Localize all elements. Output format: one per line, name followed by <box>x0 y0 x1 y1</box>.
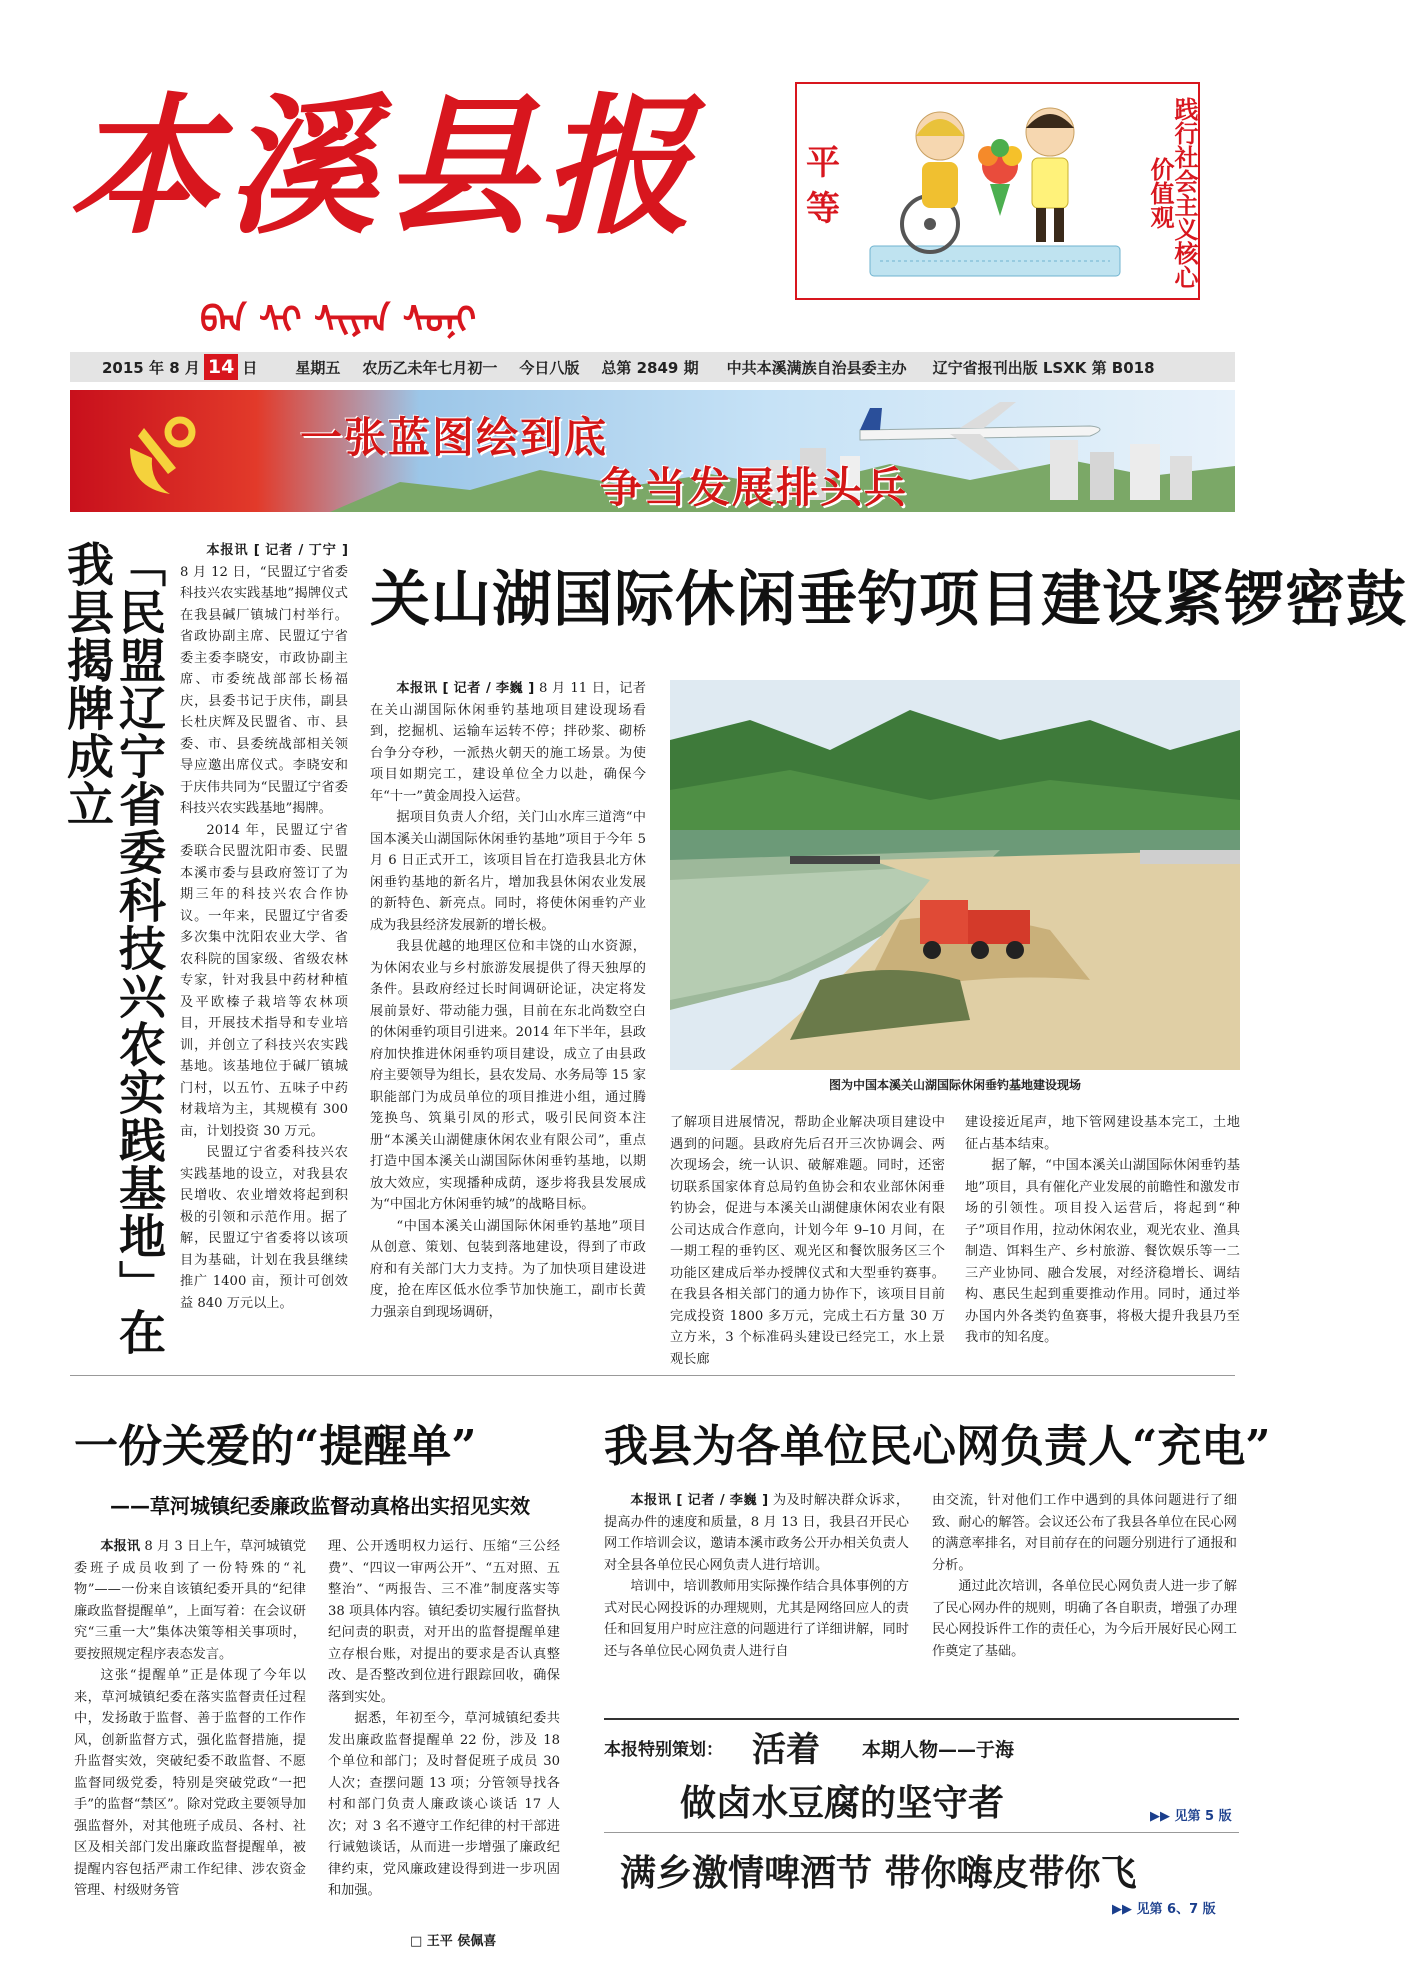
date-year-month: 2015 年 8 月 <box>102 358 200 377</box>
article-bottom-right-paragraph: 为及时解决群众诉求，提高办件的速度和质量，8 月 13 日，我县召开民心网工作培训会议，邀请本溪市政务公开办相关负责人对全县各单位民心网负责人进行培训。 <box>604 1493 909 1573</box>
article-bottom-left-paragraph: 理、公开透明权力运行、压缩“三公经费”、“四议一审两公开”、“五对照、五整治”、“两报告、三不准”制度落实等 38 项具体内容。镇纪委切实履行监督执纪问责的职责，对开出的监督提醒单建立存根台账，对提出的要求是否认真整改、是否整改到位进行跟踪回收，确保落到实处。 <box>328 1539 560 1705</box>
article-main-headline: 关山湖国际休闲垂钓项目建设紧锣密鼓 <box>370 565 1407 635</box>
article-left-paragraph: 民盟辽宁省委科技兴农实践基地的设立，对我县农民增收、农业增效将起到积极的引领和示范作用。据了解，民盟辽宁省委将以该项目为基础，计划在我县继续推广 1400 亩，预计可创效益 840 万元以上。 <box>180 1145 348 1311</box>
article-bottom-left-paragraph: 这张“提醒单”正是体现了今年以来，草河城镇纪委在落实监督责任过程中，发扬敢于监督、善于监督的工作作风，创新监督方式，强化监督措施，提升监督实效，突破纪委不敢监督、不愿监督同级党委，特别是突破党政“一把手”的监督“禁区”。除对党政主要领导加强监督外，对其他班子成员、各村、社区及相关部门发出廉政监督提醒单，被提醒内容包括严肃工作纪律、涉农资金管理、村级财务管 <box>74 1668 306 1898</box>
article-main-paragraph: “中国本溪关山湖国际休闲垂钓基地”项目从创意、策划、包装到落地建设，得到了市政府和有关部门大力支持。为了加快项目建设进度，抢在库区低水位季节加快施工，副市长黄力强亲自到现场调研， <box>370 1218 646 1320</box>
article-main-paragraph: 8 月 11 日，记者在关山湖国际休闲垂钓基地项目建设现场看到，挖掘机、运输车运转不停；拌砂浆、砌桥台争分夺秒，一派热火朝天的施工场景。为使项目如期完工，建设单位全力以赴，确保今年“十一”黄金周投入运营。 <box>370 681 646 804</box>
promo-see-page-5: ▶▶ 见第 5 版 <box>1150 1809 1232 1824</box>
promo-story-2: 满乡激情啤酒节 带你嗨皮带你飞 <box>620 1852 1137 1894</box>
masthead-mongolian-script: ᠪᠡᠨ ᠰᠢ ᠰᠢᠶᠠᠨ ᠰᠣᠨᠢ <box>200 299 477 341</box>
promo-mid-rule <box>604 1832 1239 1833</box>
sponsor: 中共本溪满族自治县委主办 <box>726 358 907 377</box>
article-left-lead-tag: 本报讯 [ 记者 / 丁宁 ] <box>206 543 348 558</box>
article-bottom-left-paragraph: 8 月 3 日上午，草河城镇党委班子成员收到了一份特殊的“礼物”——一份来自该镇纪委开具的“纪律廉政监督提醒单”，上面写着：在会议研究“三重一大”集体决策等相关事项时，要按照规定程序表态发言。 <box>74 1539 306 1662</box>
lake-construction-illustration <box>670 680 1240 1070</box>
article-main-paragraph: 建设接近尾声，地下管网建设基本完工，土地征占基本结束。 <box>965 1115 1240 1152</box>
article-main-column-1 <box>370 678 646 1358</box>
article-left-paragraph: 2014 年，民盟辽宁省委联合民盟沈阳市委、民盟本溪市委与县政府签订了为期三年的科技兴农合作协议。一年来，民盟辽宁省委多次集中沈阳农业大学、省农科院的国家级、省级农林专家，针对我县中药材种植及平欧榛子栽培等农林项目，开展技术指导和专业培训，并创立了科技兴农实践基地。该基地位于碱厂镇城门村，以五竹、五味子中药材栽培为主，其规模有 300 亩，计划投资 30 万元。 <box>180 822 348 1139</box>
equality-illustration-icon <box>860 96 1130 292</box>
article-bottom-left-column-1 <box>74 1536 306 1956</box>
masthead-title: 本溪县报 <box>68 79 701 255</box>
article-left-body <box>180 540 348 1360</box>
article-main-paragraph: 我县优越的地理区位和丰饶的山水资源，为休闲农业与乡村旅游发展提供了得天独厚的条件。县政府经过长时间调研论证，决定将发展前景好、带动能力强，目前在东北尚数空白的休闲垂钓项目引进来。2014 年下半年，县政府加快推进休闲垂钓项目建设，成立了由县政府主要领导为组长，县农发局、水务局等 15 家职能部门为成员单位的项目推进小组，通过腾笼换鸟、筑巢引凤的形式，吸引民间资本注册“本溪关山湖健康休闲农业有限公司”，重点打造中国本溪关山湖国际休闲垂钓基地，以期放大效应，实现播种成荫，逐步将我县发展成为“中国北方休闲垂钓城”的战略目标。 <box>370 939 646 1212</box>
article-main-lead-tag: 本报讯 [ 记者 / 李巍 ] <box>396 681 535 696</box>
article-bottom-left-byline: □ 王平 侯佩喜 <box>410 1934 497 1949</box>
date-day-suffix: 日 <box>242 358 258 377</box>
article-bottom-left-lead-tag: 本报讯 <box>100 1539 141 1554</box>
section-divider <box>70 1375 1235 1376</box>
article-bottom-right-column-2 <box>932 1490 1237 1668</box>
article-bottom-right-paragraph: 培训中，培训教师用实际操作结合具体事例的方式对民心网投诉的办理规则，尤其是网络回应人的责任和回复用户时应注意的问题进行了详细讲解，同时还与各单位民心网负责人进行自 <box>604 1579 909 1659</box>
article-bottom-right-headline: 我县为各单位民心网负责人“充电” <box>604 1421 1271 1472</box>
article-bottom-right-lead-tag: 本报讯 [ 记者 / 李巍 ] <box>630 1493 769 1508</box>
construction-site-photo <box>670 680 1240 1070</box>
date-day: 14 <box>204 354 238 380</box>
promo-top-rule <box>604 1718 1239 1720</box>
page-count: 今日八版 <box>519 358 580 377</box>
banner-slogan-1: 一张蓝图绘到底 <box>300 413 609 462</box>
article-left-headline: 「民盟辽宁省委科技兴农实践基地」在我县揭牌成立 <box>59 540 166 1356</box>
promo-story-1: 做卤水豆腐的坚守者 <box>680 1782 1005 1824</box>
dateline-bar <box>70 352 1235 382</box>
article-main-column-2 <box>670 1112 945 1367</box>
slogan-equality: 平等 <box>806 143 840 229</box>
article-bottom-left-column-2 <box>328 1536 560 1932</box>
banner-slogan-2: 争当发展排头兵 <box>600 463 909 512</box>
article-bottom-left-headline: 一份关爱的“提醒单” <box>74 1421 477 1472</box>
article-bottom-left-subhead: ——草河城镇纪委廉政监督动真格出实招见实效 <box>110 1494 530 1518</box>
article-main-paragraph: 据项目负责人介绍，关门山水库三道湾“中国本溪关山湖国际休闲垂钓基地”项目于今年 5 月 6 日正式开工，该项目旨在打造我县北方休闲垂钓基地的新名片，增加我县休闲农业发展的新特色、新亮点。同时，将使休闲垂钓产业成为我县经济发展新的增长极。 <box>370 810 646 933</box>
issue-number: 总第 2849 期 <box>601 358 699 377</box>
article-main-paragraph: 据了解，“中国本溪关山湖国际休闲垂钓基地”项目，具有催化产业发展的前瞻性和激发市场的引领性。项目投入运营后，将起到“种子”项目作用，拉动休闲农业，观光农业、渔具制造、饵料生产、乡村旅游、餐饮娱乐等一二三产业协同、融合发展，对经济稳增长、调结构、惠民生起到重要推动作用。同时，通过举办国内外各类钓鱼赛事，将极大提升我县乃至我市的知名度。 <box>965 1158 1240 1345</box>
promo-see-page-6-7: ▶▶ 见第 6、7 版 <box>1112 1902 1216 1917</box>
article-bottom-right-paragraph: 由交流，针对他们工作中遇到的具体问题进行了细致、耐心的解答。会议还公布了我县各单位在民心网的满意率排名，对目前存在的问题分别进行了通报和分析。 <box>932 1493 1237 1573</box>
photo-caption: 图为中国本溪关山湖国际休闲垂钓基地建设现场 <box>828 1078 1081 1092</box>
article-main-paragraph: 了解项目进展情况，帮助企业解决项目建设中遇到的问题。县政府先后召开三次协调会、两次现场会，统一认识、破解难题。同时，还密切联系国家体育总局钓鱼协会和农业部休闲垂钓协会，促进与本溪关山湖健康休闲农业有限公司达成合作意向，计划今年 9–10 月间，在一期工程的垂钓区、观光区和餐饮服务区三个功能区建成后举办授牌仪式和大型垂钓赛事。在我县各相关部门的通力协作下，该项目目前完成投资 1800 多万元，完成土石方量 30 万立方米，3 个标准码头建设已经完工，水上景观长廊 <box>670 1115 945 1367</box>
article-main-column-3 <box>965 1112 1240 1362</box>
slogan-core-values: 践行社会主义核心价值观 <box>1146 97 1198 289</box>
article-bottom-left-paragraph: 据悉，年初至今，草河城镇纪委共发出廉政监督提醒单 22 份，涉及 18 个单位和部门；及时督促班子成员 30 人次；查摆问题 13 项；分管领导找各村和部门负责人廉政谈心谈话 17 人次；对 3 名不遵守工作纪律的村干部进行诫勉谈话，从而进一步增强了廉政纪律约束，党风廉政建设得到进一步巩固和加强。 <box>328 1711 560 1898</box>
date-lunar: 农历乙未年七月初一 <box>362 358 498 377</box>
promo-person: 本期人物——于海 <box>862 1739 1015 1761</box>
date-weekday: 星期五 <box>295 358 341 377</box>
license-number: 辽宁省报刊出版 LSXK 第 B018 <box>932 358 1155 377</box>
article-bottom-right-paragraph: 通过此次培训，各单位民心网负责人进一步了解了民心网办件的规则，明确了各自职责，增强了办理民心网投诉件工作的责任心，为今后开展好民心网工作奠定了基础。 <box>932 1579 1237 1659</box>
promo-label: 本报特别策划： <box>604 1740 723 1760</box>
article-left-paragraph: 8 月 12 日，“民盟辽宁省委科技兴农实践基地”揭牌仪式在我县碱厂镇城门村举行。省政协副主席、民盟辽宁省委主委李晓安，市政协副主席、市委统战部部长杨福庆，县委书记于庆伟，副县长杜庆辉及民盟省、市、县委、市、县委统战部相关领导应邀出席仪式。李晓安和于庆伟共同为“民盟辽宁省委科技兴农实践基地”揭牌。 <box>180 564 348 816</box>
promo-title-word: 活着 <box>752 1730 820 1770</box>
article-bottom-right-column-1 <box>604 1490 909 1668</box>
